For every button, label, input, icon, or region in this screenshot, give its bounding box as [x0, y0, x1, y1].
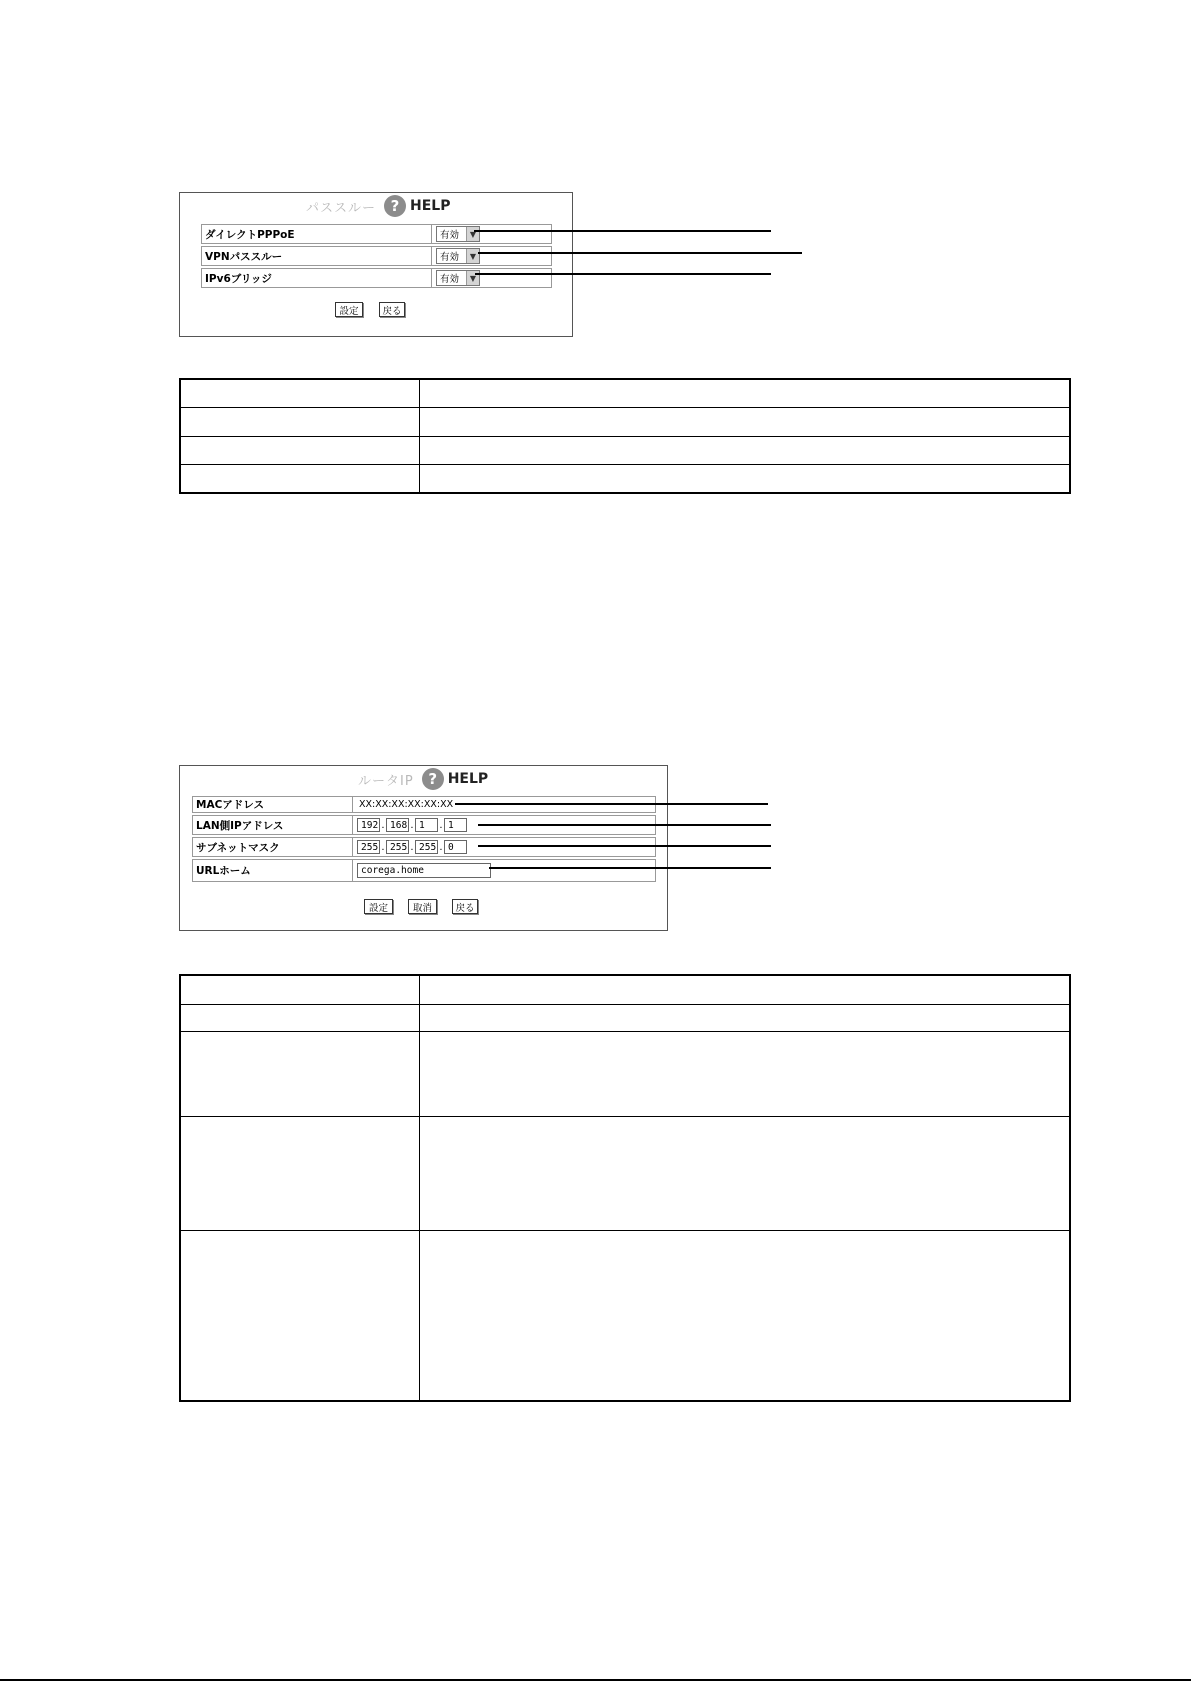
subnet-octet-3[interactable]: 255: [415, 840, 438, 854]
row-value: [436, 225, 480, 243]
table-divider: [181, 407, 1069, 408]
separator: .: [381, 819, 385, 831]
row-value: [436, 269, 480, 287]
lan-ip-octet-3[interactable]: 1: [415, 818, 438, 832]
select-value: 有効: [440, 252, 460, 263]
row-url-home: [192, 859, 656, 882]
table-divider: [181, 464, 1069, 465]
back-button[interactable]: 戻る: [452, 899, 478, 914]
row-value: [357, 816, 467, 834]
cancel-button[interactable]: 取消: [408, 899, 437, 914]
row-subnet-mask: [192, 837, 656, 857]
subnet-octet-4[interactable]: 0: [444, 840, 467, 854]
lan-ip-octet-1[interactable]: 192: [357, 818, 380, 832]
lan-ip-octet-2[interactable]: 168: [386, 818, 409, 832]
set-button[interactable]: 設定: [335, 302, 363, 317]
row-label: MACアドレス: [193, 797, 353, 812]
callout-line: [478, 845, 771, 847]
callout-line: [475, 273, 771, 275]
row-value: [357, 838, 467, 856]
row-vpn-passthrough: [201, 246, 552, 266]
table-divider: [181, 1031, 1069, 1032]
callout-line: [478, 824, 771, 826]
chevron-down-icon[interactable]: ▼: [466, 227, 479, 241]
select-value: 有効: [440, 274, 460, 285]
row-ipv6-bridge: [201, 268, 552, 288]
row-label: IPv6ブリッジ: [202, 269, 432, 287]
vpn-passthrough-select[interactable]: [436, 248, 480, 264]
callout-line: [478, 252, 802, 254]
ipv6-bridge-select[interactable]: [436, 270, 480, 286]
help-icon[interactable]: ?: [422, 768, 444, 790]
row-label: サブネットマスク: [193, 838, 353, 856]
callout-line: [489, 867, 771, 869]
reference-table-1: [179, 378, 1071, 494]
callout-line: [455, 803, 768, 805]
row-direct-pppoe: [201, 224, 552, 244]
table-divider: [419, 976, 420, 1400]
help-link[interactable]: HELP: [410, 198, 451, 214]
chevron-down-icon[interactable]: ▼: [466, 249, 479, 263]
help-link[interactable]: HELP: [447, 771, 489, 787]
reference-table-2: [179, 974, 1071, 1402]
row-label: LAN側IPアドレス: [193, 816, 353, 834]
help-icon[interactable]: ?: [384, 195, 406, 217]
router-ip-panel: [179, 765, 668, 931]
separator: .: [439, 841, 443, 853]
passthrough-panel: [179, 192, 573, 337]
url-home-input[interactable]: corega.home: [357, 863, 491, 878]
chevron-down-icon[interactable]: ▼: [466, 271, 479, 285]
table-divider: [181, 1004, 1069, 1005]
separator: .: [410, 819, 414, 831]
mac-address-value: XX:XX:XX:XX:XX:XX: [359, 799, 454, 810]
row-label: ダイレクトPPPoE: [202, 225, 432, 243]
direct-pppoe-select[interactable]: [436, 226, 480, 242]
subnet-octet-1[interactable]: 255: [357, 840, 380, 854]
lan-ip-octet-4[interactable]: 1: [444, 818, 467, 832]
callout-line: [474, 230, 771, 232]
table-divider: [181, 1230, 1069, 1231]
table-divider: [181, 1116, 1069, 1117]
back-button[interactable]: 戻る: [379, 302, 405, 317]
panel-title: ルータIP: [358, 773, 414, 789]
set-button[interactable]: 設定: [364, 899, 393, 914]
panel-title-bar: [306, 195, 450, 217]
table-divider: [181, 436, 1069, 437]
separator: .: [410, 841, 414, 853]
row-label: VPNパススルー: [202, 247, 432, 265]
panel-title-bar: [358, 768, 488, 790]
row-label: URLホーム: [193, 860, 353, 881]
subnet-octet-2[interactable]: 255: [386, 840, 409, 854]
row-value: [357, 860, 491, 881]
separator: .: [381, 841, 385, 853]
footer-rule: [0, 1679, 1191, 1681]
panel-title: パススルー: [306, 200, 377, 216]
separator: .: [439, 819, 443, 831]
select-value: 有効: [440, 230, 460, 241]
row-value: [436, 247, 480, 265]
